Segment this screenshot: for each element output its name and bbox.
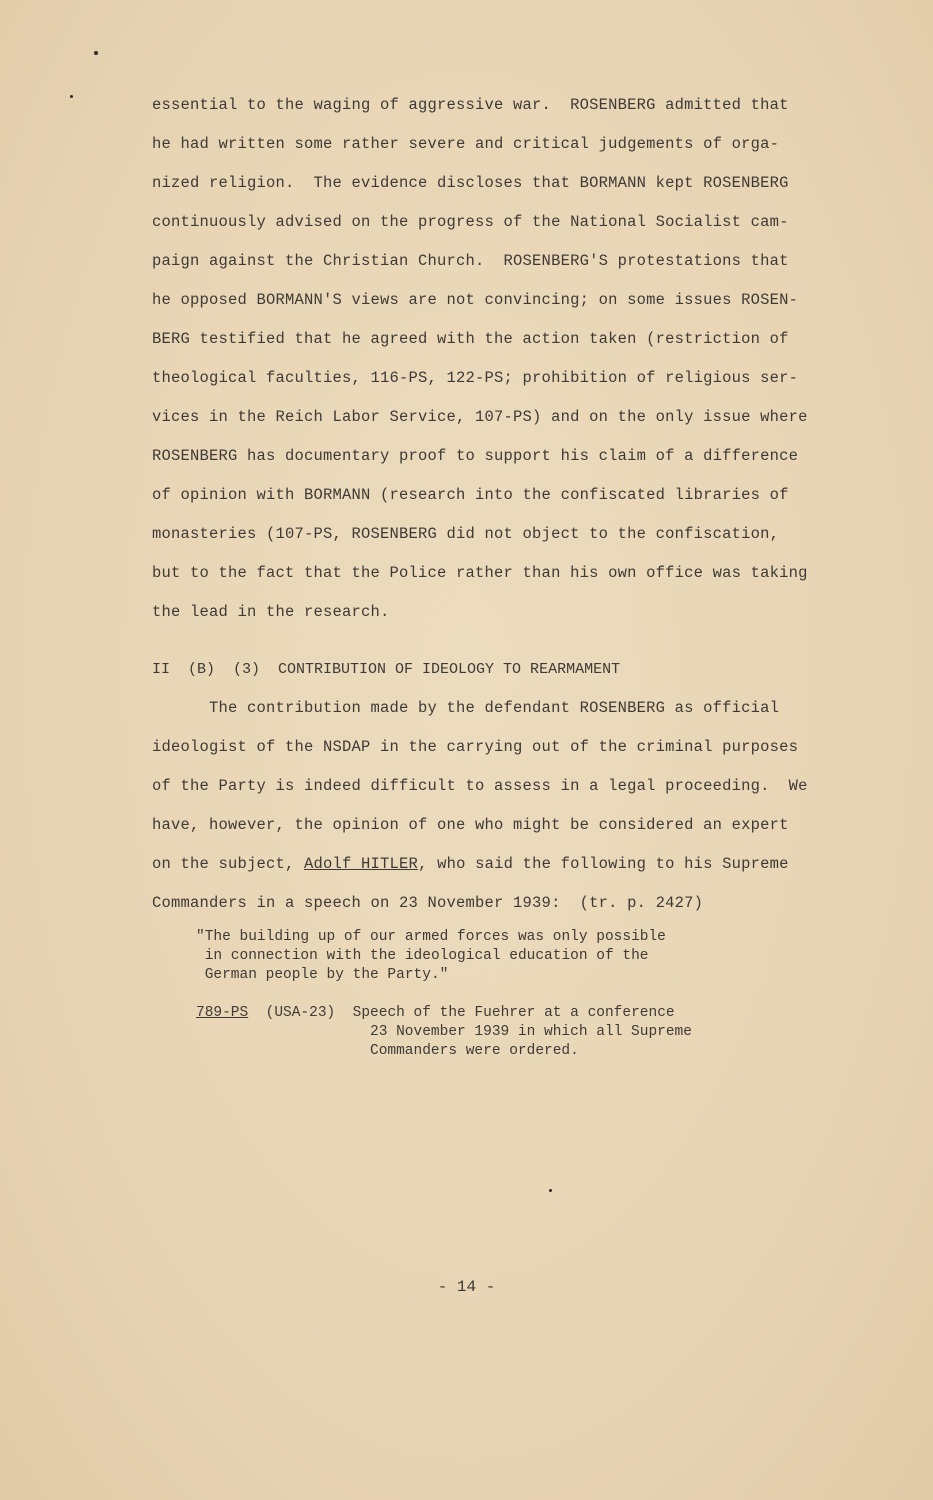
ink-speck	[94, 51, 98, 55]
text-line: he opposed BORMANN'S views are not convincing; on some issues ROSEN-	[152, 291, 799, 309]
citation-text: Speech of the Fuehrer at a conference	[352, 1005, 675, 1021]
text-line: he had written some rather severe and critical judgements of orga-	[152, 135, 780, 153]
text-line: have, however, the opinion of one who might be considered an expert	[152, 816, 789, 834]
text-line: of the Party is indeed difficult to assess in a legal proceeding. We	[152, 777, 808, 795]
citation-line	[196, 1023, 692, 1042]
text-line: the lead in the research.	[152, 603, 390, 621]
text-line: Commanders in a speech on 23 November 1939: (tr. p. 2427)	[152, 894, 704, 912]
quote-line: in connection with the ideological education of the	[196, 948, 649, 964]
section-heading: II (B) (3) CONTRIBUTION OF IDEOLOGY TO REARMAMENT	[152, 661, 621, 678]
text-line: nized religion. The evidence discloses that BORMANN kept ROSENBERG	[152, 174, 789, 192]
citation-line	[196, 1042, 692, 1061]
block-quote	[196, 928, 666, 985]
page-number: - 14 -	[437, 1278, 496, 1296]
text-line: essential to the waging of aggressive war. ROSENBERG admitted that	[152, 96, 789, 114]
text-line: theological faculties, 116-PS, 122-PS; prohibition of religious ser-	[152, 369, 799, 387]
text-segment: on the subject,	[152, 855, 305, 873]
citation-text: Commanders were ordered.	[370, 1043, 579, 1059]
body-paragraph	[152, 86, 808, 632]
text-line	[152, 845, 808, 884]
exhibit-number: (USA-23)	[248, 1005, 353, 1021]
text-line: vices in the Reich Labor Service, 107-PS) and on the only issue where	[152, 408, 808, 426]
hitler-name: Adolf HITLER	[304, 855, 419, 873]
quote-line: German people by the Party."	[196, 967, 449, 983]
text-line: ROSENBERG has documentary proof to support his claim of a difference	[152, 447, 799, 465]
ink-speck	[549, 1189, 552, 1192]
citation	[196, 1004, 692, 1061]
text-line: but to the fact that the Police rather than his own office was taking	[152, 564, 808, 582]
text-line: BERG testified that he agreed with the action taken (restriction of	[152, 330, 789, 348]
citation-line	[196, 1004, 692, 1023]
quote-line: "The building up of our armed forces was only possible	[196, 929, 666, 945]
text-line: of opinion with BORMANN (research into the confiscated libraries of	[152, 486, 789, 504]
text-line: monasteries (107-PS, ROSENBERG did not object to the confiscation,	[152, 525, 780, 543]
text-line: ideologist of the NSDAP in the carrying out of the criminal purposes	[152, 738, 799, 756]
text-line: paign against the Christian Church. ROSENBERG'S protestations that	[152, 252, 789, 270]
section-paragraph	[152, 689, 808, 923]
text-segment: , who said the following to his Supreme	[418, 855, 789, 873]
ink-speck	[70, 95, 73, 98]
citation-text: 23 November 1939 in which all Supreme	[370, 1024, 692, 1040]
text-line: The contribution made by the defendant ROSENBERG as official	[152, 699, 780, 717]
document-reference: 789-PS	[196, 1005, 249, 1021]
text-line: continuously advised on the progress of the National Socialist cam-	[152, 213, 789, 231]
